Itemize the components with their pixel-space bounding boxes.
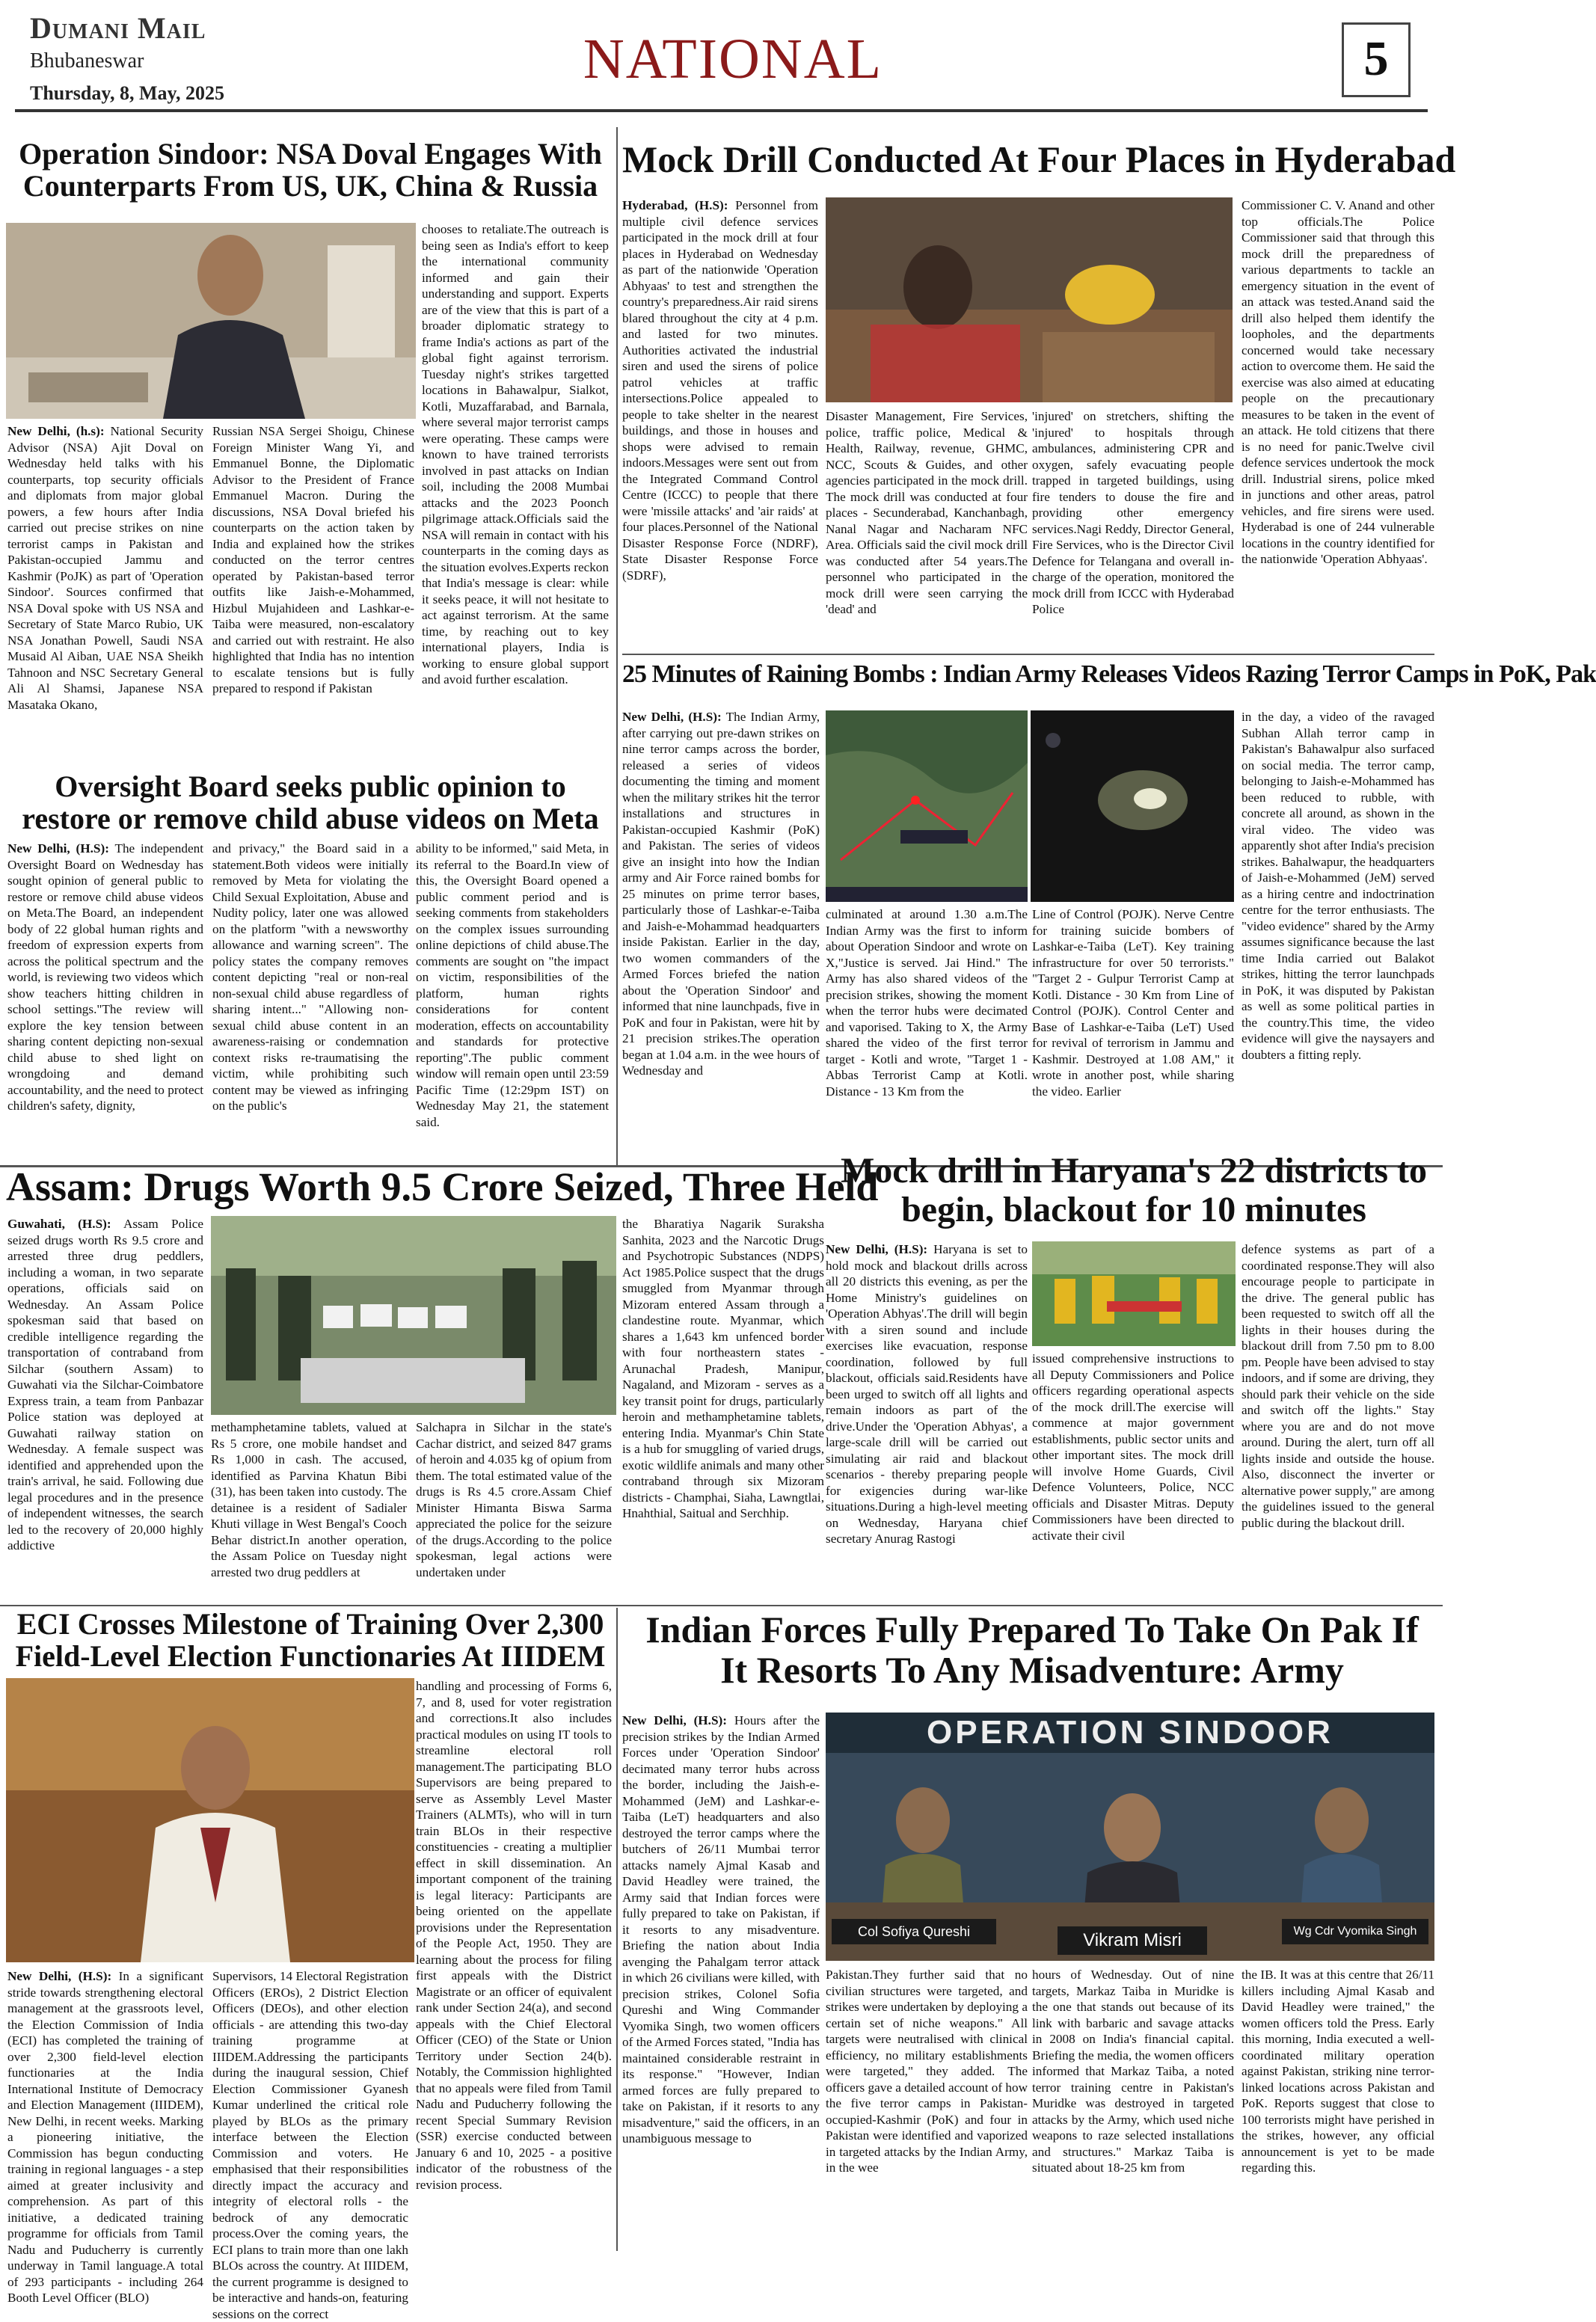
army-briefing-photo (826, 1713, 1434, 1961)
assam-photo (211, 1216, 616, 1415)
hyderabad-col-3: 'injured' on stretchers, shifting the 'injured' to hospitals through ambulances, administering CPR and oxygen, safely evacuating people trapped in targeted buildings, using fire tenders to douse the fire and providing other emergency services.Nagi Reddy, Director General, Fire Services, who is the Director Civil Defence for Telangana and overall in-charge of the operation, monitored the mock drill from ICCC with Hyderabad Police (1032, 409, 1234, 616)
oversight-col-1: New Delhi, (H.S): The independent Oversight Board on Wednesday has sought opinion of general public to restore or remove child abuse videos on Meta.The Board, an independent body of 22 global human rights and freedom of expression experts from across the political spectrum and the world, is reviewing two videos which show teachers hitting children in school settings."The review will explore the key tension between sharing content depicting non-sexual child abuse to shed light on wrongdoing and demand accountability, and the need to protect children's safety, dignity, (7, 841, 203, 1113)
haryana-col-1: New Delhi, (H.S): Haryana is set to hold mock and blackout drills across all 20 districts this evening, as per the Home Ministry's guidelines on 'Operation Abhyas'.The drill will begin with a siren sound and include exercises like evacuation, response coordination, followed by full blackout, officials said.Residents have been urged to switch off all lights and remain indoors as part of the drive.Under the 'Operation Abhyas', a large-scale drill will be carried out simulating air raid and blackout scenarios - thereby preparing people for exigencies during war-like situations.During a high-level meeting on Wednesday, Haryana chief secretary Anurag Rastogi (826, 1242, 1028, 1546)
nameplate-singh: Wg Cdr Vyomika Singh (1282, 1919, 1428, 1944)
assam-col-1: Guwahati, (H.S): Assam Police seized drugs worth Rs 9.5 crore and arrested three drug peddlers, including a woman, in two separate operations, officials said on Wednesday. An Assam Police spokesman said that based on credible intelligence regarding the transportation of contraband from Silchar (southern Assam) to Guwahati via the Silchar-Coimbatore Express train, a team from Panbazar Police station was deployed at Guwahati railway station on Wednesday. A female suspect was identified and apprehended upon the train's arrival, he said. Following due legal procedures and in the presence of independent witnesses, the search led to the recovery of 20,000 highly addictive (7, 1217, 203, 1552)
assam-col-4: the Bharatiya Nagarik Suraksha Sanhita, 2023 and the Narcotic Drugs and Psychotropic Substances (NDPS) Act 1985.Police suspect that the drugs smuggled from Myanmar through Mizoram entered Assam through a clandestine route. Myanmar, which shares a 1,643 km unfenced border with four northeastern states - Arunachal Pradesh, Manipur, Nagaland, and Mizoram - serves as a key transit point for drugs, particularly heroin and methamphetamine tablets, entering India. Myanmar's Chin State is a hub for smuggling of varied drugs, exotic wildlife animals and many other contraband through six Mizoram districts - Champhai, Siaha, Lawngtlai, Hnahthial, Saitual and Serchhip. (622, 1217, 824, 1520)
haryana-photo (1032, 1241, 1236, 1346)
issue-date: Thursday, 8, May, 2025 (30, 82, 225, 104)
raining-bombs-headline: 25 Minutes of Raining Bombs : Indian Army Releases Videos Razing Terror Camps in PoK, Pak (622, 660, 1596, 688)
section-title: NATIONAL (583, 28, 883, 90)
assam-col-3: Salchapra in Silchar in the state's Cachar district, and seized 847 grams of heroin and 4.035 kg of opium from them. The total estimated value of the drugs is Rs 4.5 crore.Assam Chief Minister Himanta Biswa Sarma appreciated the police for the seizure of the drugs.According to the police spokesman, legal actions were undertaken under (416, 1420, 612, 1579)
raining-bombs-col-4: in the day, a video of the ravaged Subhan Allah terror camp in Pakistan's Bahawalpur also surfaced on social media. The terror camp, belonging to Jaish-e-Mohammed has been reduced to rubble, with concrete all around, as shown in the viral video. The video was apparently shot after India's precision strikes. Bahalwapur, the headquarters of Jaish-e-Mohammed (JeM) served as a hiring centre and indoctrination centre for the terror enthusiasts. The "video evidence" shared by the Army assumes significance because the last time India carried out Balakot strikes, hitting the terror launchpads in PoK, it was disputed by Pakistan as well as some political parties in the country.This time, the video evidence will give the naysayers and doubters a fitting reply. (1241, 710, 1434, 1062)
column-divider (616, 127, 618, 1167)
hyderabad-photo (826, 197, 1233, 402)
strike-video-photo (1031, 710, 1234, 902)
army-headline: Indian Forces Fully Prepared To Take On Pak If It Resorts To Any Misadventure: Army (645, 1609, 1419, 1691)
strike-video-image (1031, 710, 1234, 902)
hyderabad-col-1: Hyderabad, (H.S): Personnel from multiple civil defence services participated in the mock drill at four places in Hyderabad on Wednesday as part of the nationwide 'Operation Abhyaas' to test and strengthen the country's preparedness.Air raid sirens blared throughout the city at 4 p.m. and lasted for two minutes. Authorities activated the industrial siren and used the sirens of police patrol vehicles at traffic intersections.Police appealed to people to take shelter in the nearest buildings, and those in houses and shops were advised to remain indoors.Messages were sent out from the Integrated Command Control Centre (ICCC) to people that there were 'missile attacks' and 'air raids' at four places.Personnel of the National Disaster Response Force (NDRF), State Disaster Response Force (SDRF), (622, 198, 818, 583)
section-divider (0, 1605, 1443, 1606)
nameplate-misri: Vikram Misri (1058, 1926, 1207, 1955)
doval-col-3: chooses to retaliate.The outreach is being seen as India's effort to keep the international community informed and gain their understanding and support. Experts are of the view that this is part of a broader diplomatic strategy to frame India's actions as part of the global fight against terrorism. Tuesday night's strikes targetted locations in Bahawalpur, Sialkot, Kotli, Muzaffarabad, and Barnala, where several major terrorist camps were operating. These camps were known to have trained terrorists involved in past attacks on Indian soil, including the 2008 Mumbai attacks and the 2023 Poonch pilgrimage attack.Officials said the NSA will remain in contact with his counterparts in the coming days as the situation evolves.Experts reckon that India's message is clear: while it seeks peace, it will not hesitate to act against terrorism. At the same time, by reaching out to key international players, India is working to ensure global support and avoid further escalation. (422, 222, 609, 687)
army-col-3: hours of Wednesday. Out of nine targets, Markaz Taiba in Muridke is the one that stands out because of its link with barbaric and savage attacks in 2008 on India's financial capital. Briefing the media, the women officers informed that Markaz Taiba, a noted terror training centre in Pakistan's Muridke was destroyed in targeted attacks by the Army, which used niche weapons to raze selected installations and structures." Markaz Taiba is situated about 18-25 km from (1032, 1968, 1234, 2175)
newspaper-name: Dumani Mail (30, 11, 206, 45)
eci-col-1: New Delhi, (H.S): In a significant stride towards strengthening electoral management at the grassroots level, the Election Commission of India (ECI) has completed the training of over 2,300 field-level election functionaries at the India International Institute of Democracy and Election Management (IIIDEM), New Delhi, in recent weeks. Marking a pioneering initiative, the Commission has begun conducting training in regional languages - a step aimed at greater inclusivity and comprehension. As part of this initiative, a dedicated training programme for officials from Tamil Nadu and Puducherry is currently underway in Tamil language.A total of 293 participants - including 264 Booth Level Officer (BLO) (7, 1969, 204, 2305)
eci-col-2: Supervisors, 14 Electoral Registration Officers (EROs), 2 District Election Officers (DEOs), and other election officials - are attending this two-day training programme at IIIDEM.Addressing the participants during the inaugural session, Chief Election Commissioner Gyanesh Kumar underlined the critical role played by BLOs as the primary interface between the Election Commission and voters. He emphasised that their responsibilities directly impact the accuracy and integrity of electoral rolls - the bedrock of any democratic process.Over the coming years, the ECI plans to train more than one lakh BLOs across the country. At IIIDEM, the current programme is designed to be interactive and hands-on, featuring sessions on the correct (212, 1969, 408, 2321)
masthead-rule (15, 109, 1428, 112)
hyderabad-headline: Mock Drill Conducted At Four Places in Hyderabad (622, 138, 1456, 180)
haryana-col-3: defence systems as part of a coordinated response.They will also encourage people to participate in the drive. The general public has been requested to switch off all the lights in their houses during the blackout drill from 7.50 pm to 8.00 pm. People have been advised to stay indoors, and if some are driving, they should park their vehicle on the side and switch off the lights." Stay where you are and do not move around. During the alert, turn off all lights inside and outside the house. Also, disconnect the inverter or alternative power supply," are among the guidelines issued to the general public during the blackout drill. (1241, 1242, 1434, 1530)
doval-col-2: Russian NSA Sergei Shoigu, Chinese Foreign Minister Wang Yi, and Emmanuel Bonne, the Diplomatic Advisor to the President of France Emmanuel Macron. During the discussions, NSA Doval briefed his counterparts on the action taken by India and explained how the strikes conducted on the terror centres operated by Pakistan-based terror outfits like Jaish-e-Mohammed, Hizbul Mujahideen and Lashkar-e-Taiba were measured, non-escalatory and carried out with restraint. He also highlighted that India has no intention to escalate tensions but is fully prepared to respond if Pakistan (212, 424, 414, 695)
hyderabad-col-4: Commissioner C. V. Anand and other top officials.The Police Commissioner said that through this mock drill the preparedness of various departments to tackle an emergency situation in the event of an attack was tested.Anand said the drill also helped them identify the loopholes, and the departments concerned would take necessary action to overcome them. He said the exercise was also aimed at educating people on the precautionary measures to be taken in the event of an attack. He told citizens that there is no need for panic.Twelve civil defence services undertook the mock drill. Industrial sirens, police mked in junctions and other areas, patrol vehicles, and fire sirens were used. Hyderabad is one of 244 vulnerable locations in the country identified for the nationwide 'Operation Abhyaas'. (1241, 198, 1434, 566)
army-col-1: New Delhi, (H.S): Hours after the precision strikes by the Indian Armed Forces under 'Operation Sindoor' decimated many terror hubs across the border, including the Jaish-e-Mohammed (JeM) and Lashkar-e-Taiba (LeT) headquarters and also destroyed the terror camps where the butchers of 26/11 Mumbai terror attacks namely Ajmal Kasab and David Headley were trained, the Army said that Indian forces were fully prepared to take on Pakistan, if it resorts to any misadventure. Briefing the nation about India avenging the Pahalgam terror attack in which 26 civilians were killed, with precision strikes, Colonel Sofia Qureshi and Wing Commander Vyomika Singh, two women officers of the Armed Forces stated, "India has maintained considerable restraint in its response." "However, Indian armed forces are fully prepared to take on Pakistan, if it resorts to any misadventure," said the officers, in an unambiguous message to (622, 1713, 820, 2146)
operation-sindoor-banner: OPERATION SINDOOR (826, 1713, 1434, 1753)
assam-headline: Assam: Drugs Worth 9.5 Crore Seized, Three Held (6, 1164, 879, 1209)
hyderabad-drill-image (826, 197, 1233, 402)
oversight-headline: Oversight Board seeks public opinion to restore or remove child abuse videos on Meta (22, 770, 599, 836)
raining-bombs-col-2: culminated at around 1.30 a.m.The Indian Army was the first to inform about Operation Sindoor and wrote on X,"Justice is served. Jai Hind." The Army has also shared videos of the precision strikes, showing the moment when the terror hubs were decimated and vaporised. Taking to X, the Army shared the video of the first terror target - Kotli and wrote, "Target 1 - Abbas Terrorist Camp at Kotli. Distance - 13 Km from the (826, 907, 1028, 1099)
hyderabad-col-2: Disaster Management, Fire Services, police, traffic police, Medical & Health, Railway, revenue, GHMC, NCC, Scouts & Guides, and other agencies participated in the mock drill. The mock drill was conducted at four places - Secunderabad, Kanchanbagh, Nanal Nagar and Nacharam NFC Area. Officials said the civil mock drill was conducted after 54 years.The personnel who participated in the mock drill were seen carrying the 'dead' and (826, 409, 1028, 616)
page-number: 5 (1342, 22, 1411, 97)
strike-map-image (826, 710, 1028, 902)
oversight-col-3: ability to be informed," said Meta, in its referral to the Board.In view of this, the Oversight Board opened a public comment period and is seeking comments from stakeholders on the complex issues surrounding online depictions of child abuse.The comments are sought on "the impact on victim, responsibilities of the platform, human rights considerations for content moderation, effects on accountability and standards for protective reporting".The public comment window will remain open until 23:59 Pacific Time (12:29pm IST) on Wednesday May 21, the statement said. (416, 841, 609, 1129)
eci-col-3: handling and processing of Forms 6, 7, and 8, used for voter registration and corrections.It also includes practical modules on using IT tools to streamline electoral roll management.The participating BLO Supervisors are being prepared to serve as Assembly Level Master Trainers (ALMTs), who will in turn train BLOs in their respective constituencies - creating a multiplier effect in skill dissemination. An important component of the training is legal literacy: Participants are being oriented on the appellate provisions under the Representation of the People Act, 1950. They are learning about the process for filing first appeals with the District Magistrate or an officer of equivalent rank under Section 24(a), and second appeals with the Chief Electoral Officer (CEO) of the State or Union Territory under Section 24(b). Notably, the Commission highlighted that no appeals were filed from Tamil Nadu and Puducherry following the recent Special Summary Revision (SSR) exercise conducted between January 6 and 10, 2025 - a positive indicator of the robustness of the revision process. (416, 1679, 612, 2192)
nameplate-qureshi: Col Sofiya Qureshi (832, 1919, 996, 1944)
army-col-4: the IB. It was at this centre that 26/11 killers including Ajmal Kasab and David Headley were trained," the women officers told the Press. Early this morning, India executed a well-coordinated military operation against Pakistan, striking nine terror-linked locations across Pakistan and PoK. Reports suggest that close to 100 terrorists might have perished in the strikes, however, any official announcement is yet to be made regarding this. (1241, 1968, 1434, 2175)
doval-col-1: New Delhi, (h.s): National Security Advisor (NSA) Ajit Doval on Wednesday held talks with his counterparts, top security officials and diplomats from major global powers, a few hours after India carried out precise strikes on nine terrorist camps in Pakistan and Pakistan-occupied Jammu and Kashmir (PoJK) as part of 'Operation Sindoor'. Sources confirmed that NSA Doval spoke with US NSA and Secretary of State Marco Rubio, UK NSA Jonathan Powell, Saudi NSA Musaid Al Aiban, UAE NSA Sheikh Tahnoon and NSC Secretary General Ali Al Shamsi, Japanese NSA Masataka Okano, (7, 424, 203, 712)
assam-col-2: methamphetamine tablets, valued at Rs 5 crore, one mobile handset and Rs 1,000 in cash. The accused, identified as Parvina Khatun Bibi (31), has been taken into custody. The detainee is a resident of Sadialer Khuti village in West Bengal's Cooch Behar district.In another operation, the Assam Police on Tuesday night arrested two drug peddlers at (211, 1420, 407, 1579)
column-divider (616, 1608, 618, 2251)
haryana-headline: Mock drill in Haryana's 22 districts to begin, blackout for 10 minutes (841, 1151, 1427, 1229)
raining-bombs-col-1: New Delhi, (H.S): The Indian Army, after carrying out pre-dawn strikes on nine terror camps across the border, released a series of videos documenting the timing and moment when the military strikes hit the terror installations and structures in Pakistan-occupied Kashmir (PoK) and Pakistan. The series of videos give an insight into how the Indian army and Air Force rained bombs for 25 minutes on prime terror bases, particularly those of Lashkar-e-Taiba and Jaish-e-Mohammad headquarters inside Pakistan. Earlier in the day, two women commanders of the Armed Forces briefed the nation about the 'Operation Sindoor' and informed that nine launchpads, five in PoK and four in Pakistan, were hit by 21 precision strikes.The operation began at 1.04 a.m. in the wee hours of Wednesday and (622, 710, 820, 1078)
doval-portrait (6, 223, 416, 419)
doval-photo (6, 223, 416, 419)
eci-headline: ECI Crosses Milestone of Training Over 2,300 Field-Level Election Functionaries At IIIDEM (15, 1607, 606, 1674)
edition-city: Bhubaneswar (30, 49, 144, 73)
oversight-col-2: and privacy," the Board said in a statement.Both videos were initially removed by Meta for violating the Child Sexual Exploitation, Abuse and Nudity policy, later one was allowed on the platform "with a newsworthy allowance and warning screen". The policy states the company removes content depicting "real or non-real non-sexual child abuse regardless of sharing intent..." "Allowing non-sexual child abuse content in an awareness-raising or condemnation context risks re-traumatising the victim, while prohibiting such content may be viewed as infringing on the public's (212, 841, 408, 1113)
section-divider (622, 654, 1434, 655)
haryana-col-2: issued comprehensive instructions to all Deputy Commissioners and Police officers regarding operational aspects of the mock drill.The exercise will commence at major government establishments, public sector units and other important sites. The mock drill will involve Home Guards, Civil Defence Volunteers, Police, NCC officials and Disaster Mitras. Deputy Commissioners have been directed to activate their civil (1032, 1351, 1234, 1543)
army-col-2: Pakistan.They further said that no civilian structures were targeted, and strikes were undertaken by deploying a certain set of niche weapons." All targets were neutralised with clinical efficiency, no military establishments were targeted," they added. The officers gave a detailed account of how the five terror camps in Pakistan-occupied-Kashmir (PoK) and four in Pakistan were identified and vaporized in targeted attacks by the Indian Army, in the wee (826, 1968, 1028, 2175)
haryana-drill-image (1032, 1241, 1236, 1346)
doval-headline: Operation Sindoor: NSA Doval Engages With Counterparts From US, UK, China & Russia (19, 137, 602, 203)
raining-bombs-col-3: Line of Control (POJK). Nerve Centre for training suicide bombers of Lashkar-e-Taiba (LeT). Key training infrastructure for over 50 terrorists." "Target 2 - Gulpur Terrorist Camp at Kotli. Distance - 30 Km from Line of Control (POJK). Control Center and Base of Lashkar-e-Taiba (LeT) Used for revival of terrorism in Jammu and Kashmir. Destroyed at 1.08 AM," it wrote in another post, while sharing the video. Earlier (1032, 907, 1234, 1099)
eci-event-image (6, 1678, 414, 1962)
eci-photo (6, 1678, 414, 1962)
assam-seizure-image (211, 1216, 616, 1415)
strike-map-photo (826, 710, 1028, 902)
